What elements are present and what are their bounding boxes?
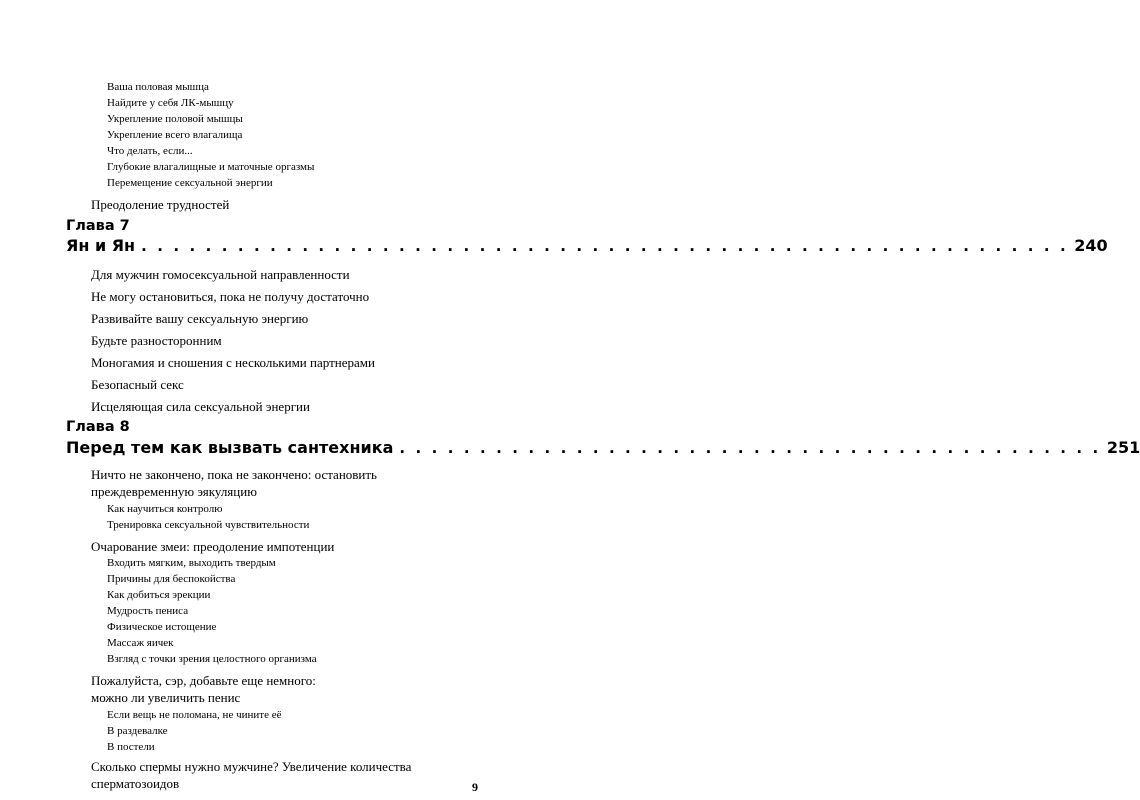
chapter-title: Ян и Ян (66, 236, 136, 255)
toc-subitem: Перемещение сексуальной энергии (107, 177, 273, 189)
chapter-label: Глава 8 (66, 419, 130, 435)
toc-section: Исцеляющая сила сексуальной энергии (91, 399, 310, 414)
toc-subitem: Как научиться контролю (107, 503, 223, 515)
toc-section-continued: преждевременную эякуляцию (91, 484, 257, 499)
page-number: 9 (472, 780, 478, 794)
toc-section: Очарование змеи: преодоление импотенции (91, 539, 335, 554)
toc-section: Будьте разносторонним (91, 333, 222, 348)
toc-section: Безопасный секс (91, 377, 184, 392)
toc-subitem: Если вещь не поломана, не чините её (107, 709, 282, 721)
toc-subitem: Найдите у себя ЛК-мышцу (107, 97, 234, 109)
toc-section: Преодоление трудностей (91, 197, 230, 212)
toc-subitem: Тренировка сексуальной чувствительности (107, 519, 310, 531)
chapter-title-row (66, 236, 1108, 255)
toc-subitem: Глубокие влагалищные и маточные оргазмы (107, 161, 315, 173)
toc-subitem: Физическое истощение (107, 621, 217, 633)
toc-subitem: Укрепление половой мышцы (107, 113, 243, 125)
toc-subitem: В раздевалке (107, 725, 168, 737)
chapter-page-number: 240 (1074, 236, 1108, 255)
toc-subitem: Входить мягким, выходить твердым (107, 557, 276, 569)
toc-section: Ничто не закончено, пока не закончено: остановить (91, 467, 377, 482)
toc-subitem: Причины для беспокойства (107, 573, 236, 585)
chapter-title-row (66, 438, 1140, 457)
toc-section: Моногамия и сношения с несколькими партнерами (91, 355, 375, 370)
leader-dots: . . . . . . . . . . . . . . . . . . . . . . . . . . . . . . . . . . . . . . . . . . . . . . . . . . . . . . . . . . (141, 237, 1069, 255)
toc-subitem: Как добиться эрекции (107, 589, 211, 601)
toc-subitem: Взгляд с точки зрения целостного организма (107, 653, 317, 665)
leader-dots: . . . . . . . . . . . . . . . . . . . . . . . . . . . . . . . . . . . . . . . . . . . . (399, 439, 1101, 457)
toc-section-continued: сперматозоидов (91, 776, 180, 791)
toc-subitem: В постели (107, 741, 155, 753)
toc-section: Развивайте вашу сексуальную энергию (91, 311, 309, 326)
toc-subitem: Массаж яичек (107, 637, 174, 649)
toc-subitem: Что делать, если... (107, 145, 193, 157)
toc-subitem: Мудрость пениса (107, 605, 189, 617)
toc-subitem: Укрепление всего влагалища (107, 129, 243, 141)
chapter-page-number: 251 (1106, 438, 1140, 457)
toc-section: Не могу остановиться, пока не получу достаточно (91, 289, 370, 304)
toc-section-continued: можно ли увеличить пенис (91, 690, 241, 705)
toc-section: Сколько спермы нужно мужчине? Увеличение количества (91, 759, 412, 774)
toc-subitem: Ваша половая мышца (107, 81, 209, 93)
chapter-title: Перед тем как вызвать сантехника (66, 438, 394, 457)
toc-section: Пожалуйста, сэр, добавьте еще немного: (91, 673, 316, 688)
toc-section: Для мужчин гомосексуальной направленности (91, 267, 350, 282)
chapter-label: Глава 7 (66, 218, 130, 234)
